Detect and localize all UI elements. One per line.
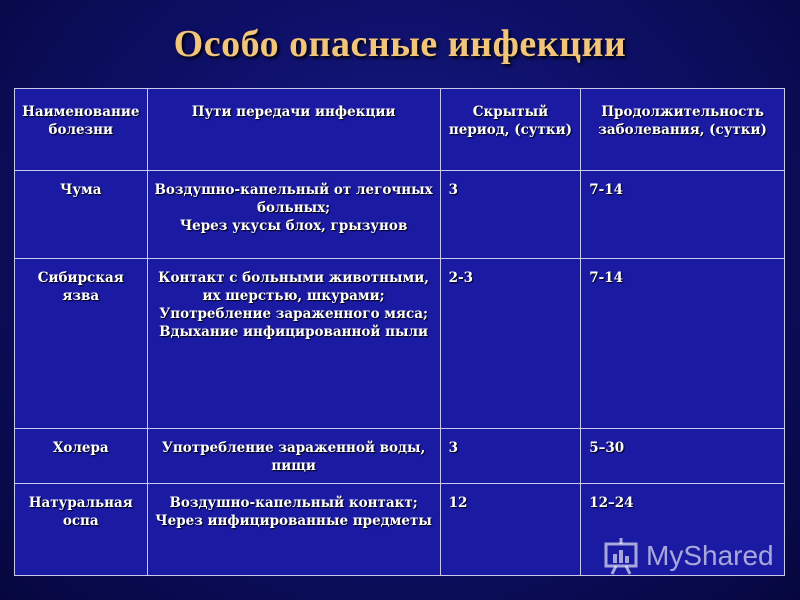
infections-table xyxy=(14,88,785,576)
duration-cell: 5–30 xyxy=(581,429,785,484)
transmission-cell xyxy=(147,259,440,429)
transmission-line: Контакт с больными животными, их шерстью, шкурами; xyxy=(158,270,429,304)
incubation-cell: 12 xyxy=(440,484,581,576)
header-disease-name: Наименование болезни xyxy=(15,89,148,171)
transmission-line: Употребление зараженной воды, пищи xyxy=(161,440,426,474)
disease-name-cell: Сибирская язва xyxy=(15,259,148,429)
disease-name-cell: Чума xyxy=(15,171,148,259)
transmission-cell xyxy=(147,171,440,259)
presentation-board-icon xyxy=(604,536,642,576)
watermark xyxy=(604,536,774,576)
table-row xyxy=(15,171,785,259)
transmission-line: Воздушно-капельный от легочных больных; xyxy=(154,182,433,216)
incubation-cell: 2-3 xyxy=(440,259,581,429)
incubation-cell: 3 xyxy=(440,171,581,259)
table-row xyxy=(15,259,785,429)
header-incubation-period: Скрытый период, (сутки) xyxy=(440,89,581,171)
slide-title: Особо опасные инфекции xyxy=(173,23,627,65)
transmission-cell xyxy=(147,429,440,484)
disease-name-cell: Холера xyxy=(15,429,148,484)
transmission-line: Воздушно-капельный контакт; xyxy=(169,495,418,511)
duration-cell: 7-14 xyxy=(581,171,785,259)
transmission-line: Вдыхание инфицированной пыли xyxy=(159,324,429,340)
transmission-cell xyxy=(147,484,440,576)
transmission-line: Употребление зараженного мяса; xyxy=(159,306,428,322)
incubation-cell: 3 xyxy=(440,429,581,484)
table-header-row xyxy=(15,89,785,171)
watermark-text: MyShared xyxy=(646,540,774,571)
duration-cell: 7-14 xyxy=(581,259,785,429)
table-row xyxy=(15,429,785,484)
transmission-line: Через укусы блох, грызунов xyxy=(179,218,408,234)
header-disease-duration: Продолжительность заболевания, (сутки) xyxy=(581,89,785,171)
disease-name-cell: Натуральная оспа xyxy=(15,484,148,576)
transmission-line: Через инфицированные предметы xyxy=(155,513,432,529)
header-transmission-routes: Пути передачи инфекции xyxy=(147,89,440,171)
duration-cell: 12–24 xyxy=(581,484,785,576)
